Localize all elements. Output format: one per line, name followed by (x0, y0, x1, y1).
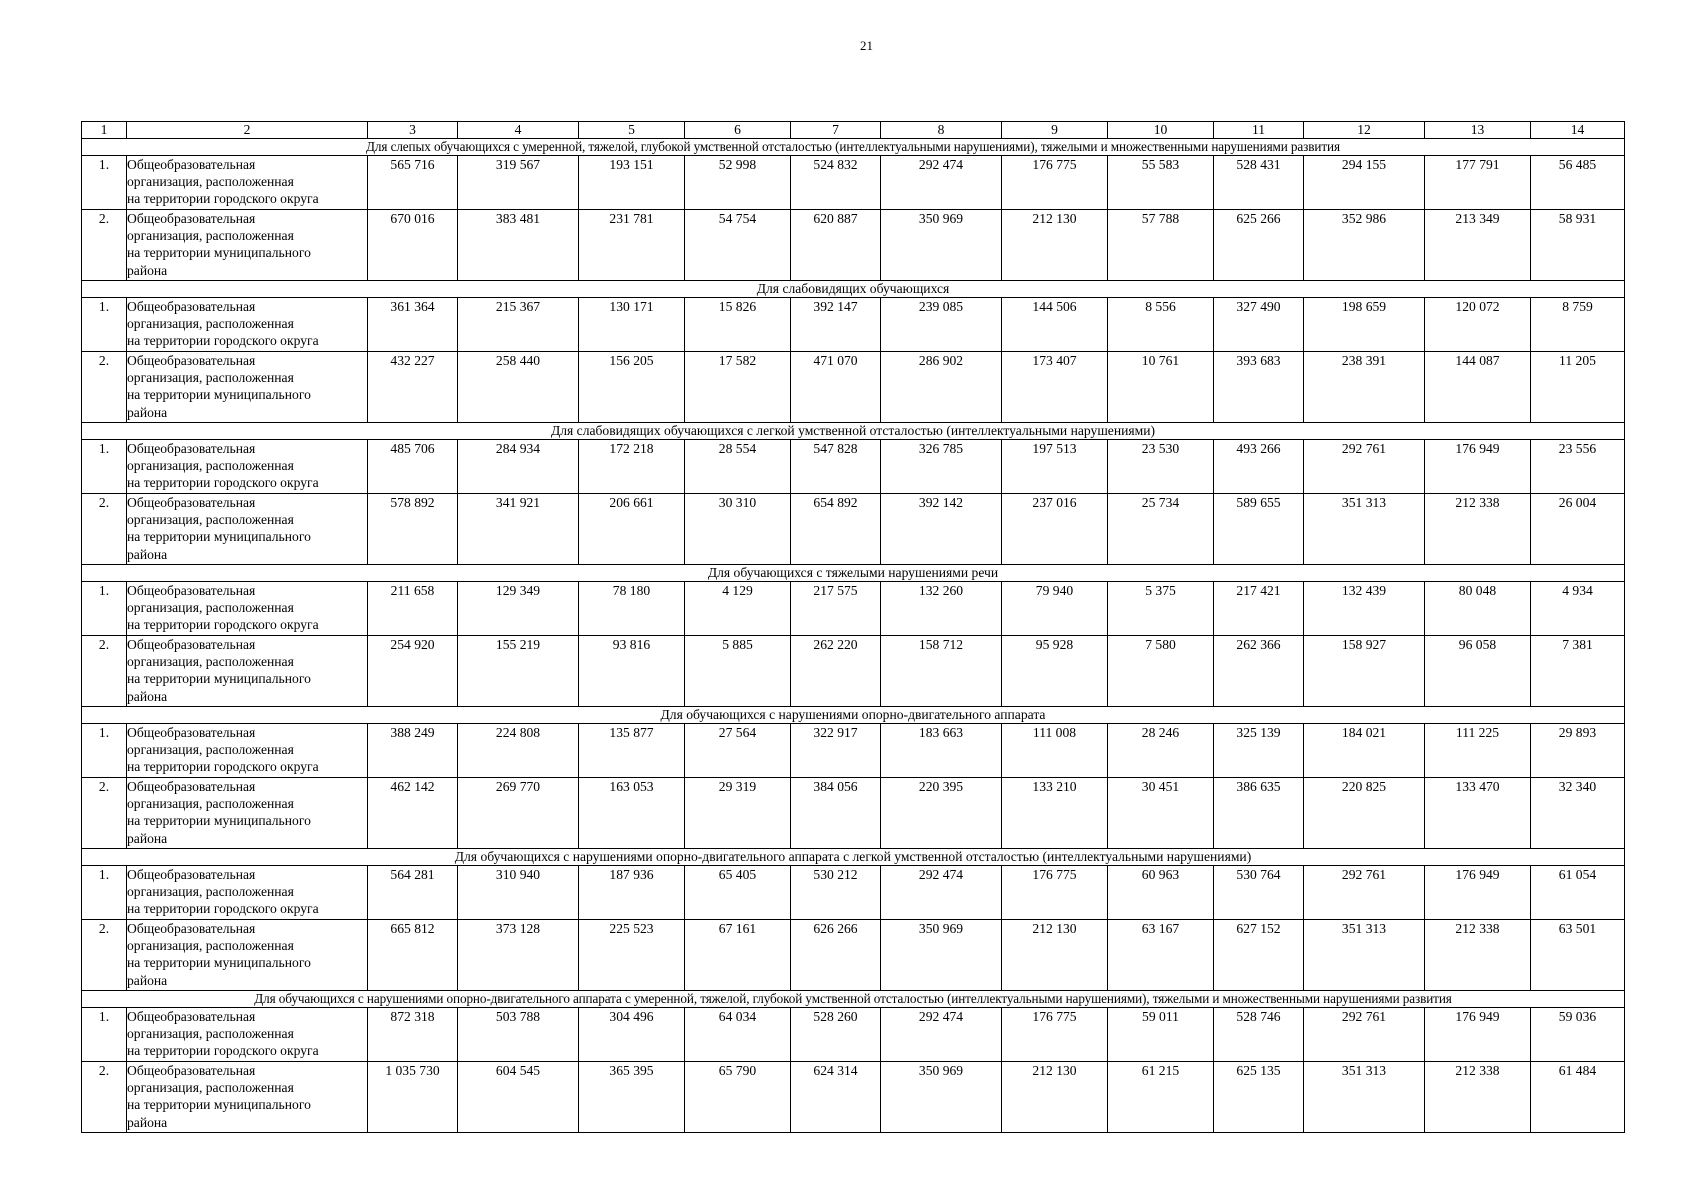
column-number-row (82, 122, 1625, 139)
tariff-table (81, 121, 1625, 1133)
value-cell: 133 470 (1425, 778, 1531, 849)
value-cell: 56 485 (1531, 156, 1625, 210)
value-cell: 61 215 (1108, 1062, 1214, 1133)
row-index: 2. (82, 352, 127, 423)
value-cell: 61 484 (1531, 1062, 1625, 1133)
value-cell: 15 826 (685, 298, 791, 352)
value-cell: 503 788 (458, 1008, 579, 1062)
table-row (82, 494, 1625, 565)
organization-type: Общеобразовательная организация, расположенная на территории муниципального района (127, 778, 368, 849)
table-row (82, 582, 1625, 636)
value-cell: 163 053 (579, 778, 685, 849)
value-cell: 350 969 (881, 920, 1002, 991)
value-cell: 350 969 (881, 1062, 1002, 1133)
value-cell: 325 139 (1214, 724, 1304, 778)
value-cell: 29 893 (1531, 724, 1625, 778)
organization-type: Общеобразовательная организация, расположенная на территории муниципального района (127, 920, 368, 991)
value-cell: 7 580 (1108, 636, 1214, 707)
value-cell: 217 421 (1214, 582, 1304, 636)
table-row (82, 298, 1625, 352)
organization-type: Общеобразовательная организация, расположенная на территории городского округа (127, 1008, 368, 1062)
value-cell: 23 556 (1531, 440, 1625, 494)
value-cell: 156 205 (579, 352, 685, 423)
value-cell: 220 825 (1304, 778, 1425, 849)
value-cell: 292 474 (881, 866, 1002, 920)
value-cell: 326 785 (881, 440, 1002, 494)
organization-type: Общеобразовательная организация, расположенная на территории муниципального района (127, 494, 368, 565)
column-number-cell: 13 (1425, 122, 1531, 139)
value-cell: 30 451 (1108, 778, 1214, 849)
value-cell: 144 087 (1425, 352, 1531, 423)
value-cell: 78 180 (579, 582, 685, 636)
column-number-cell: 5 (579, 122, 685, 139)
value-cell: 564 281 (368, 866, 458, 920)
value-cell: 212 130 (1002, 1062, 1108, 1133)
value-cell: 59 036 (1531, 1008, 1625, 1062)
row-index: 2. (82, 778, 127, 849)
value-cell: 27 564 (685, 724, 791, 778)
value-cell: 310 940 (458, 866, 579, 920)
value-cell: 4 934 (1531, 582, 1625, 636)
section-title: Для обучающихся с нарушениями опорно-двигательного аппарата с умеренной, тяжелой, глубокой умственной отсталостью (интеллектуальными нарушениями), тяжелыми и множественными нарушениями развития (82, 991, 1625, 1008)
value-cell: 352 986 (1304, 210, 1425, 281)
value-cell: 212 338 (1425, 1062, 1531, 1133)
value-cell: 54 754 (685, 210, 791, 281)
value-cell: 32 340 (1531, 778, 1625, 849)
value-cell: 392 147 (791, 298, 881, 352)
value-cell: 322 917 (791, 724, 881, 778)
value-cell: 212 130 (1002, 920, 1108, 991)
value-cell: 254 920 (368, 636, 458, 707)
value-cell: 350 969 (881, 210, 1002, 281)
value-cell: 197 513 (1002, 440, 1108, 494)
section-title: Для слабовидящих обучающихся (82, 281, 1625, 298)
value-cell: 258 440 (458, 352, 579, 423)
section-title: Для обучающихся с тяжелыми нарушениями речи (82, 565, 1625, 582)
value-cell: 292 761 (1304, 866, 1425, 920)
value-cell: 211 658 (368, 582, 458, 636)
section-title: Для обучающихся с нарушениями опорно-двигательного аппарата с легкой умственной отсталостью (интеллектуальными нарушениями) (82, 849, 1625, 866)
column-number-cell: 8 (881, 122, 1002, 139)
column-number-cell: 7 (791, 122, 881, 139)
value-cell: 231 781 (579, 210, 685, 281)
value-cell: 225 523 (579, 920, 685, 991)
value-cell: 55 583 (1108, 156, 1214, 210)
value-cell: 133 210 (1002, 778, 1108, 849)
value-cell: 220 395 (881, 778, 1002, 849)
value-cell: 262 220 (791, 636, 881, 707)
section-header-row (82, 991, 1625, 1008)
value-cell: 547 828 (791, 440, 881, 494)
value-cell: 212 338 (1425, 920, 1531, 991)
value-cell: 361 364 (368, 298, 458, 352)
section-header-row (82, 423, 1625, 440)
value-cell: 294 155 (1304, 156, 1425, 210)
row-index: 2. (82, 210, 127, 281)
value-cell: 60 963 (1108, 866, 1214, 920)
value-cell: 625 135 (1214, 1062, 1304, 1133)
section-title: Для обучающихся с нарушениями опорно-двигательного аппарата (82, 707, 1625, 724)
value-cell: 63 501 (1531, 920, 1625, 991)
value-cell: 237 016 (1002, 494, 1108, 565)
column-number-cell: 3 (368, 122, 458, 139)
section-header-row (82, 849, 1625, 866)
value-cell: 10 761 (1108, 352, 1214, 423)
value-cell: 365 395 (579, 1062, 685, 1133)
value-cell: 530 764 (1214, 866, 1304, 920)
row-index: 1. (82, 724, 127, 778)
value-cell: 238 391 (1304, 352, 1425, 423)
value-cell: 59 011 (1108, 1008, 1214, 1062)
table-row (82, 866, 1625, 920)
row-index: 1. (82, 866, 127, 920)
value-cell: 392 142 (881, 494, 1002, 565)
value-cell: 8 759 (1531, 298, 1625, 352)
value-cell: 4 129 (685, 582, 791, 636)
value-cell: 29 319 (685, 778, 791, 849)
value-cell: 528 431 (1214, 156, 1304, 210)
value-cell: 284 934 (458, 440, 579, 494)
value-cell: 215 367 (458, 298, 579, 352)
value-cell: 493 266 (1214, 440, 1304, 494)
value-cell: 627 152 (1214, 920, 1304, 991)
organization-type: Общеобразовательная организация, расположенная на территории городского округа (127, 866, 368, 920)
value-cell: 384 056 (791, 778, 881, 849)
value-cell: 292 474 (881, 1008, 1002, 1062)
value-cell: 565 716 (368, 156, 458, 210)
value-cell: 262 366 (1214, 636, 1304, 707)
value-cell: 28 246 (1108, 724, 1214, 778)
section-header-row (82, 565, 1625, 582)
value-cell: 5 885 (685, 636, 791, 707)
value-cell: 93 816 (579, 636, 685, 707)
value-cell: 212 130 (1002, 210, 1108, 281)
value-cell: 176 949 (1425, 866, 1531, 920)
organization-type: Общеобразовательная организация, расположенная на территории муниципального района (127, 636, 368, 707)
column-number-cell: 6 (685, 122, 791, 139)
value-cell: 132 439 (1304, 582, 1425, 636)
section-title: Для слабовидящих обучающихся с легкой умственной отсталостью (интеллектуальными нарушениями) (82, 423, 1625, 440)
value-cell: 158 712 (881, 636, 1002, 707)
value-cell: 393 683 (1214, 352, 1304, 423)
organization-type: Общеобразовательная организация, расположенная на территории городского округа (127, 156, 368, 210)
table-row (82, 440, 1625, 494)
value-cell: 239 085 (881, 298, 1002, 352)
organization-type: Общеобразовательная организация, расположенная на территории муниципального района (127, 352, 368, 423)
value-cell: 111 008 (1002, 724, 1108, 778)
table-row (82, 778, 1625, 849)
table-row (82, 724, 1625, 778)
value-cell: 528 746 (1214, 1008, 1304, 1062)
value-cell: 28 554 (685, 440, 791, 494)
value-cell: 63 167 (1108, 920, 1214, 991)
value-cell: 292 761 (1304, 440, 1425, 494)
value-cell: 292 761 (1304, 1008, 1425, 1062)
section-title: Для слепых обучающихся с умеренной, тяжелой, глубокой умственной отсталостью (интеллектуальными нарушениями), тяжелыми и множественными нарушениями развития (82, 139, 1625, 156)
value-cell: 176 775 (1002, 156, 1108, 210)
row-index: 2. (82, 494, 127, 565)
value-cell: 30 310 (685, 494, 791, 565)
value-cell: 52 998 (685, 156, 791, 210)
value-cell: 111 225 (1425, 724, 1531, 778)
organization-type: Общеобразовательная организация, расположенная на территории городского округа (127, 582, 368, 636)
value-cell: 5 375 (1108, 582, 1214, 636)
column-number-cell: 10 (1108, 122, 1214, 139)
value-cell: 193 151 (579, 156, 685, 210)
value-cell: 589 655 (1214, 494, 1304, 565)
value-cell: 17 582 (685, 352, 791, 423)
value-cell: 158 927 (1304, 636, 1425, 707)
value-cell: 388 249 (368, 724, 458, 778)
value-cell: 670 016 (368, 210, 458, 281)
value-cell: 373 128 (458, 920, 579, 991)
value-cell: 129 349 (458, 582, 579, 636)
value-cell: 26 004 (1531, 494, 1625, 565)
value-cell: 217 575 (791, 582, 881, 636)
value-cell: 341 921 (458, 494, 579, 565)
row-index: 1. (82, 440, 127, 494)
value-cell: 206 661 (579, 494, 685, 565)
value-cell: 79 940 (1002, 582, 1108, 636)
value-cell: 61 054 (1531, 866, 1625, 920)
table-row (82, 1062, 1625, 1133)
organization-type: Общеобразовательная организация, расположенная на территории городского округа (127, 724, 368, 778)
table-body (82, 122, 1625, 1133)
value-cell: 530 212 (791, 866, 881, 920)
value-cell: 120 072 (1425, 298, 1531, 352)
value-cell: 485 706 (368, 440, 458, 494)
value-cell: 135 877 (579, 724, 685, 778)
table-row (82, 920, 1625, 991)
value-cell: 23 530 (1108, 440, 1214, 494)
value-cell: 64 034 (685, 1008, 791, 1062)
value-cell: 462 142 (368, 778, 458, 849)
value-cell: 67 161 (685, 920, 791, 991)
table-row (82, 352, 1625, 423)
value-cell: 176 775 (1002, 1008, 1108, 1062)
organization-type: Общеобразовательная организация, расположенная на территории городского округа (127, 298, 368, 352)
value-cell: 58 931 (1531, 210, 1625, 281)
value-cell: 286 902 (881, 352, 1002, 423)
value-cell: 25 734 (1108, 494, 1214, 565)
value-cell: 173 407 (1002, 352, 1108, 423)
value-cell: 386 635 (1214, 778, 1304, 849)
value-cell: 524 832 (791, 156, 881, 210)
value-cell: 528 260 (791, 1008, 881, 1062)
value-cell: 624 314 (791, 1062, 881, 1133)
value-cell: 213 349 (1425, 210, 1531, 281)
value-cell: 578 892 (368, 494, 458, 565)
row-index: 1. (82, 298, 127, 352)
value-cell: 872 318 (368, 1008, 458, 1062)
value-cell: 351 313 (1304, 920, 1425, 991)
page-number: 21 (860, 38, 873, 53)
value-cell: 212 338 (1425, 494, 1531, 565)
value-cell: 471 070 (791, 352, 881, 423)
table-row (82, 636, 1625, 707)
organization-type: Общеобразовательная организация, расположенная на территории муниципального района (127, 210, 368, 281)
value-cell: 130 171 (579, 298, 685, 352)
value-cell: 11 205 (1531, 352, 1625, 423)
value-cell: 620 887 (791, 210, 881, 281)
organization-type: Общеобразовательная организация, расположенная на территории городского округа (127, 440, 368, 494)
value-cell: 224 808 (458, 724, 579, 778)
value-cell: 176 949 (1425, 1008, 1531, 1062)
value-cell: 198 659 (1304, 298, 1425, 352)
section-header-row (82, 281, 1625, 298)
value-cell: 665 812 (368, 920, 458, 991)
organization-type: Общеобразовательная организация, расположенная на территории муниципального района (127, 1062, 368, 1133)
value-cell: 654 892 (791, 494, 881, 565)
value-cell: 184 021 (1304, 724, 1425, 778)
row-index: 2. (82, 920, 127, 991)
value-cell: 269 770 (458, 778, 579, 849)
value-cell: 155 219 (458, 636, 579, 707)
value-cell: 65 405 (685, 866, 791, 920)
value-cell: 80 048 (1425, 582, 1531, 636)
value-cell: 144 506 (1002, 298, 1108, 352)
value-cell: 7 381 (1531, 636, 1625, 707)
value-cell: 625 266 (1214, 210, 1304, 281)
value-cell: 183 663 (881, 724, 1002, 778)
value-cell: 304 496 (579, 1008, 685, 1062)
value-cell: 95 928 (1002, 636, 1108, 707)
value-cell: 187 936 (579, 866, 685, 920)
value-cell: 383 481 (458, 210, 579, 281)
table-row (82, 156, 1625, 210)
value-cell: 8 556 (1108, 298, 1214, 352)
table-row (82, 210, 1625, 281)
row-index: 1. (82, 1008, 127, 1062)
row-index: 2. (82, 636, 127, 707)
section-header-row (82, 139, 1625, 156)
column-number-cell: 9 (1002, 122, 1108, 139)
column-number-cell: 11 (1214, 122, 1304, 139)
value-cell: 327 490 (1214, 298, 1304, 352)
row-index: 2. (82, 1062, 127, 1133)
column-number-cell: 14 (1531, 122, 1625, 139)
value-cell: 351 313 (1304, 494, 1425, 565)
row-index: 1. (82, 156, 127, 210)
value-cell: 319 567 (458, 156, 579, 210)
value-cell: 626 266 (791, 920, 881, 991)
value-cell: 1 035 730 (368, 1062, 458, 1133)
value-cell: 292 474 (881, 156, 1002, 210)
value-cell: 177 791 (1425, 156, 1531, 210)
value-cell: 351 313 (1304, 1062, 1425, 1133)
value-cell: 604 545 (458, 1062, 579, 1133)
value-cell: 176 775 (1002, 866, 1108, 920)
value-cell: 96 058 (1425, 636, 1531, 707)
table-row (82, 1008, 1625, 1062)
value-cell: 132 260 (881, 582, 1002, 636)
column-number-cell: 12 (1304, 122, 1425, 139)
value-cell: 57 788 (1108, 210, 1214, 281)
value-cell: 432 227 (368, 352, 458, 423)
column-number-cell: 1 (82, 122, 127, 139)
value-cell: 176 949 (1425, 440, 1531, 494)
row-index: 1. (82, 582, 127, 636)
section-header-row (82, 707, 1625, 724)
column-number-cell: 2 (127, 122, 368, 139)
value-cell: 172 218 (579, 440, 685, 494)
column-number-cell: 4 (458, 122, 579, 139)
value-cell: 65 790 (685, 1062, 791, 1133)
